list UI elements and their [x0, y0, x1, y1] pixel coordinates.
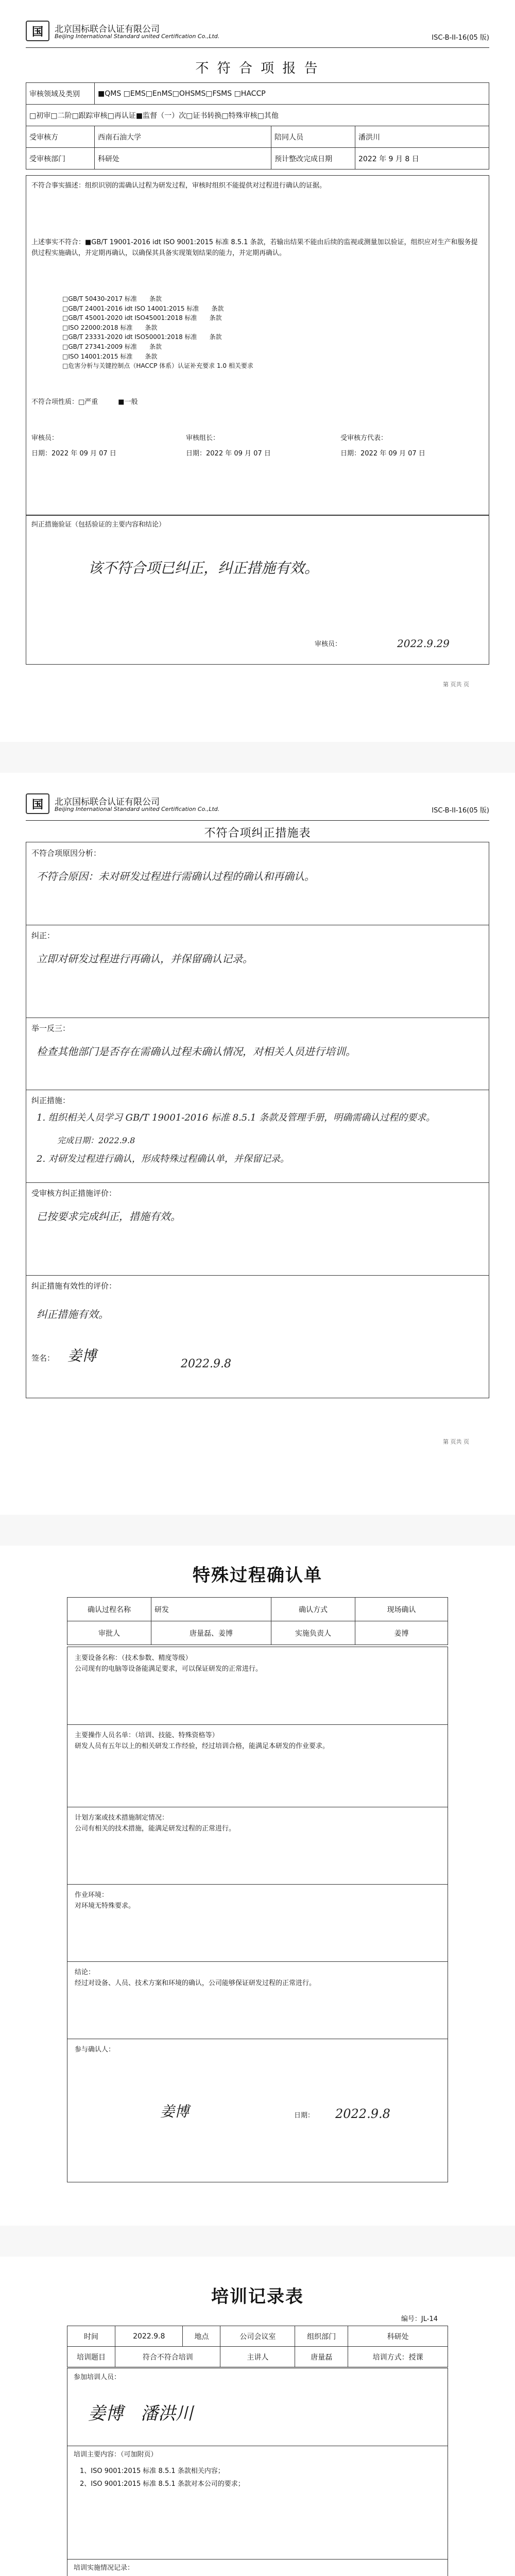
training-content-box [67, 2368, 448, 2576]
clause-item: □GB/T 23331-2020 idt ISO50001:2018 标准 条款 [62, 333, 222, 341]
correction-handwriting: 立即对研发过程进行再确认，并保留确认记录。 [37, 953, 253, 965]
auditor-label: 审核员： [31, 434, 59, 442]
extend-handwriting: 检查其他部门是否存在需确认过程未确认情况，对相关人员进行培训。 [37, 1045, 356, 1058]
eval-handwriting: 已按要求完成纠正，措施有效。 [37, 1210, 181, 1223]
label-auditee: 受审核方 [26, 126, 95, 148]
nc-info-table [26, 82, 489, 170]
org-header [26, 21, 489, 45]
page-title: 培训记录表 [211, 2286, 304, 2307]
value-owner: 姜博 [355, 1621, 448, 1645]
process-label: 培训实施情况记录： [74, 2564, 134, 2572]
action-date: 完成日期：2022.9.8 [57, 1136, 135, 1145]
form-number: ISC-B-II-16(05 版) [432, 34, 489, 42]
label-method: 确认方式 [271, 1598, 355, 1621]
label-owner: 实施负责人 [271, 1621, 355, 1645]
eval-label: 受审核方纠正措施评价： [31, 1189, 117, 1198]
page-title: 特殊过程确认单 [193, 1565, 322, 1586]
method-cell: 培训方式：授课 [348, 2347, 448, 2367]
followup-box [26, 515, 489, 665]
nc-description: 不符合事实描述：组织识别的需确认过程为研发过程，审核时组织不能提供对过程进行确认的证据。 [31, 182, 327, 190]
attendee-signatures: 姜博 潘洪川 [88, 2403, 193, 2424]
divider [67, 1961, 448, 1962]
extend-label: 举一反三： [31, 1024, 71, 1033]
header-rule [26, 820, 489, 821]
org-logo-icon: 国 [26, 793, 49, 814]
value-schemes: ■QMS □EMS□EnMS□OHSMS□FSMS □HACCP [95, 83, 489, 105]
page-note: 第 页共 页 [443, 1438, 469, 1445]
sign-date: 2022.9.8 [181, 1358, 231, 1370]
divider [26, 1182, 489, 1183]
confirmer-label: 参与确认人： [75, 2046, 115, 2054]
org-name-cn: 北京国标联合认证有限公司 [55, 797, 160, 807]
org-name-cn: 北京国标联合认证有限公司 [55, 24, 160, 35]
org-logo-icon: 国 [26, 21, 49, 41]
action-handwriting-2: 2. 对研发过程进行确认，形成特殊过程确认单，并保留记录。 [37, 1154, 289, 1164]
environment-section: 作业环境： 对环境无特殊要求。 [75, 1891, 135, 1910]
divider [67, 1884, 448, 1885]
label-process-name: 确认过程名称 [67, 1598, 151, 1621]
value-method: 现场确认 [355, 1598, 448, 1621]
verifier-label: 审核员： [315, 640, 342, 648]
value-process-name: 研发 [151, 1598, 271, 1621]
page-special-process [0, 1546, 515, 2226]
form-number: ISC-B-II-16(05 版) [432, 807, 489, 815]
action-label: 纠正措施： [31, 1096, 71, 1105]
clause-item: □ISO 14001:2015 标准 条款 [62, 352, 158, 360]
content-label: 培训主要内容：（可加附页） [74, 2451, 158, 2459]
attendee-label: 参加培训人员： [74, 2374, 121, 2381]
value-audit-type: □初审□二阶□跟踪审核□再认证■监督（一）次□证书转换□特殊审核□其他 [26, 105, 489, 126]
clause-item: □GB/T 27341-2009 标准 条款 [62, 343, 162, 350]
value-method: 授课 [408, 2353, 423, 2362]
org-header [26, 793, 489, 818]
action-handwriting-1: 1. 组织相关人员学习 GB/T 19001-2016 标准 8.5.1 条款及管理手册，明确需确认过程的要求。 [37, 1112, 436, 1123]
leader-label: 审核组长： [186, 434, 220, 442]
nc-description-box [26, 175, 489, 515]
page-title: 不 符 合 项 报 告 [195, 61, 320, 76]
confirm-date: 2022.9.8 [335, 2107, 390, 2121]
verifier-date: 2022.9.29 [397, 637, 450, 650]
org-name-en: Beijing International Standard united Certification Co.,Ltd. [55, 33, 220, 40]
label-teacher: 主讲人 [220, 2347, 295, 2367]
followup-label: 纠正措施验证（包括验证的主要内容和结论） [31, 521, 166, 529]
label-time: 时间 [67, 2326, 115, 2347]
clause-item: □GB/T 50430-2017 标准 条款 [62, 295, 162, 302]
divider [26, 1275, 489, 1276]
plan-section: 计划方案或技术措施制定情况： 公司有相关的技术措施，能满足研发过程的正常进行。 [75, 1814, 236, 1833]
process-content-box [67, 1647, 448, 2182]
header-rule [26, 47, 489, 48]
operator-section: 主要操作人员名单：（培训、技能、特殊资格等） 研发人员有五年以上的相关研发工作经验，经过培训合格，能满足本研发的作业要求。 [75, 1732, 330, 1750]
clause-item: □GB/T 24001-2016 idt ISO 14001:2015 标准 条款 [62, 304, 224, 312]
value-dept: 科研处 [95, 148, 271, 170]
value-auditee: 西南石油大学 [95, 126, 271, 148]
signature: 姜博 [160, 2103, 190, 2120]
nc-type: 不符合项性质：□严重 ■一般 [31, 398, 138, 406]
page-training-record [0, 2257, 515, 2576]
conclusion-section: 结论： 经过对设备、人员、技术方案和环境的确认，公司能够保证研发过程的正常进行。 [75, 1969, 316, 1987]
process-header-table [67, 1597, 448, 1645]
clause-item: □危害分析与关键控制点（HACCP 体系）认证补充要求 1.0 相关要求 [62, 362, 253, 370]
divider [67, 1724, 448, 1725]
divider [67, 2559, 448, 2560]
clause-item: □ISO 22000:2018 标准 条款 [62, 324, 158, 331]
content-item: 2、ISO 9001:2015 标准 8.5.1 条款对本公司的要求； [80, 2480, 245, 2488]
effect-handwriting: 纠正措施有效。 [37, 1308, 109, 1320]
label-approver: 审批人 [67, 1621, 151, 1645]
label-deadline: 预计整改完成日期 [271, 148, 355, 170]
value-approver: 唐量磊、姜博 [151, 1621, 271, 1645]
value-deadline: 2022 年 9 月 8 日 [355, 148, 489, 170]
signature: 姜博 [67, 1347, 97, 1364]
label-accompany: 陪同人员 [271, 126, 355, 148]
correction-label: 纠正： [31, 931, 55, 940]
auditor-date: 日期：2022 年 09 月 07 日 [31, 450, 116, 457]
value-teacher: 唐量磊 [311, 2353, 333, 2362]
effect-label: 纠正措施有效性的评价： [31, 1281, 117, 1291]
cause-handwriting: 不符合原因：未对研发过程进行需确认过程的确认和再确认。 [37, 870, 315, 883]
nc-clause-intro: 上述事实不符合：■GB/T 19001-2016 idt ISO 9001:2015 标准 8.5.1 条款，若输出结果不能由后续的监视或测量加以验证，组织应对生产和服务提供过程实施确认，并定期再确认，以确保其具备实现策划结果的能力，并定期再确认。 [31, 239, 478, 257]
content-item: 1、ISO 9001:2015 标准 8.5.1 条款相关内容； [80, 2467, 225, 2475]
page-title: 不符合项纠正措施表 [204, 827, 311, 840]
cause-label: 不符合项原因分析： [31, 849, 101, 858]
rep-date: 日期：2022 年 09 月 07 日 [340, 450, 425, 457]
label-org-dept: 组织部门 [295, 2326, 348, 2347]
clause-item: □GB/T 45001-2020 idt ISO45001:2018 标准 条款 [62, 314, 222, 322]
value-accompany: 潘洪川 [355, 126, 489, 148]
label-dept: 受审核部门 [26, 148, 95, 170]
rep-label: 受审核方代表： [340, 434, 388, 442]
page-corrective-action [0, 773, 515, 1515]
sign-label: 签名： [31, 1353, 55, 1363]
leader-date: 日期：2022 年 09 月 07 日 [186, 450, 271, 457]
page-note: 第 页共 页 [443, 681, 469, 688]
label-method-text: 培训方式 [372, 2353, 402, 2362]
training-header-table [67, 2326, 448, 2367]
value-org-dept: 科研处 [348, 2326, 448, 2347]
label-scheme: 审核领域及类别 [26, 83, 95, 105]
followup-handwriting: 该不符合项已纠正，纠正措施有效。 [88, 560, 319, 577]
date-label: 日期： [294, 2112, 315, 2120]
value-place: 公司会议室 [220, 2326, 295, 2347]
value-time: 2022.9.8 [115, 2326, 183, 2347]
label-method [295, 2347, 348, 2367]
corrective-box [26, 842, 489, 1398]
clause-list [62, 294, 253, 371]
record-number: 编号：JL-14 [401, 2315, 438, 2323]
value-topic: 符合不符合培训 [115, 2347, 220, 2367]
org-name-en: Beijing International Standard united Certification Co.,Ltd. [55, 806, 220, 812]
label-place: 地点 [183, 2326, 220, 2347]
equipment-section: 主要设备名称：（技术参数、精度等级） 公司现有的电脑等设备能满足要求，可以保证研发的正常进行。 [75, 1654, 263, 1673]
page-nc-report [0, 0, 515, 742]
label-topic: 培训题目 [67, 2347, 115, 2367]
